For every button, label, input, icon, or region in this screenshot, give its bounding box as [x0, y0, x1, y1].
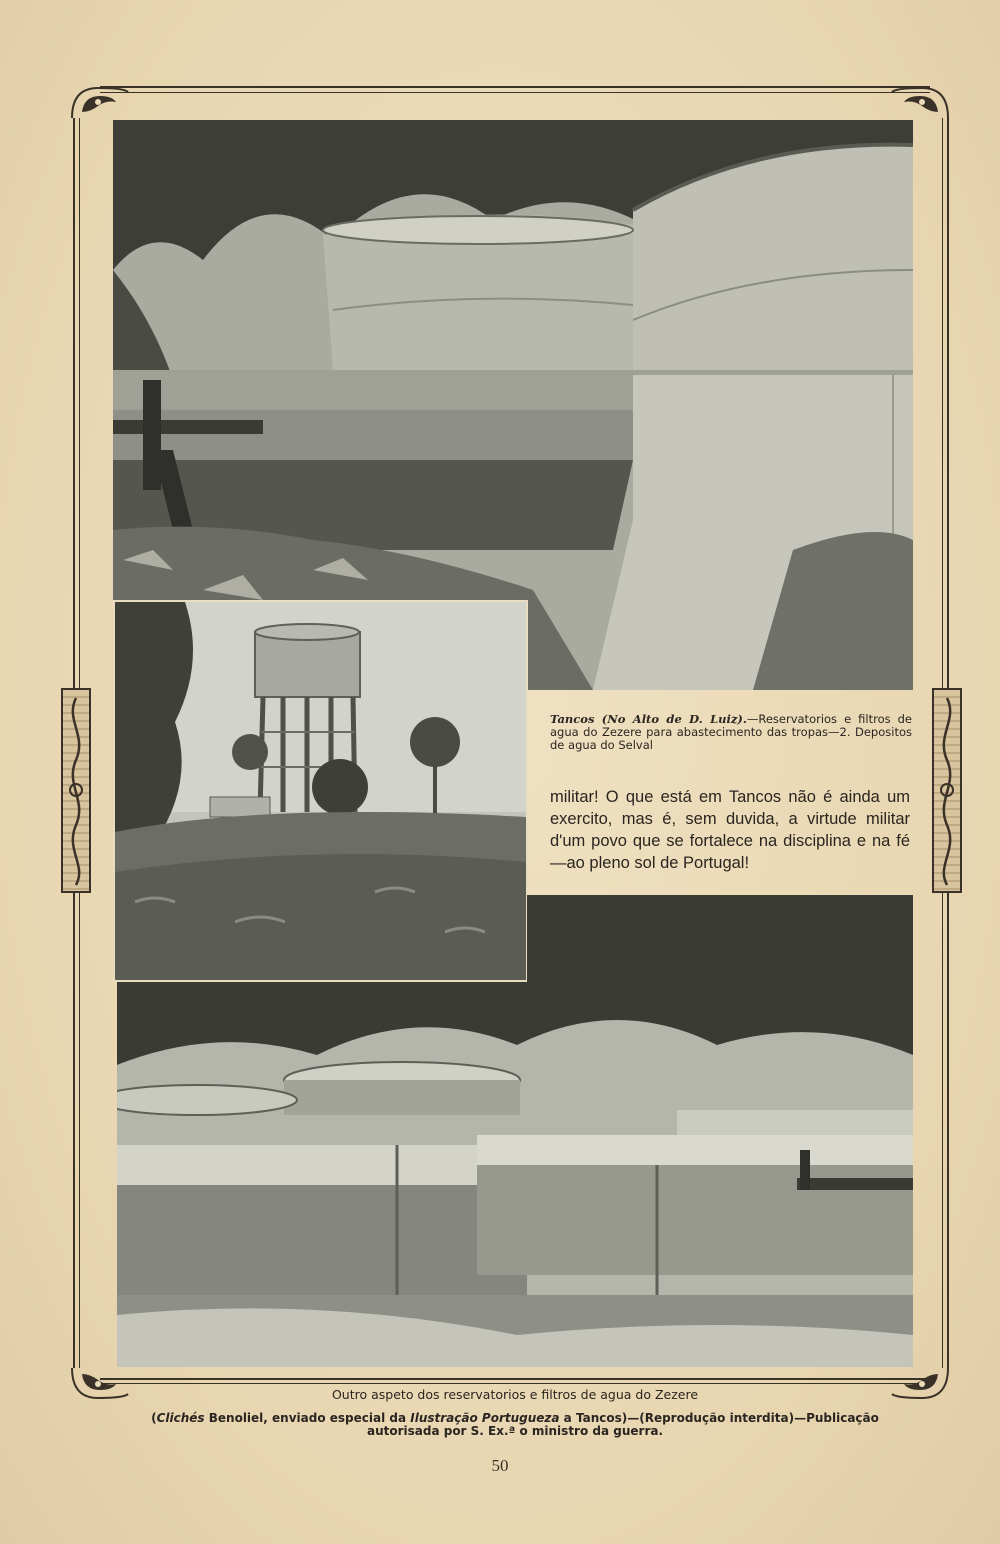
photo-credits: [120, 1412, 910, 1438]
frame-top-line: [100, 86, 930, 88]
photo-water-tower: [113, 600, 528, 982]
side-ornament-left: [61, 688, 91, 893]
corner-ornament-top-left: [68, 82, 132, 122]
credits-part1: (: [151, 1411, 157, 1425]
frame-top-line-inner: [100, 92, 930, 93]
credits-part2: Benoliel, enviado especial da: [204, 1411, 411, 1425]
caption-lead: Tancos (No Alto de D. Luiz).: [550, 712, 747, 726]
frame-bottom-line-inner: [100, 1383, 930, 1384]
page-number: 50: [491, 1456, 509, 1475]
corner-ornament-top-right: [888, 82, 952, 122]
credits-magazine: Ilustração Portugueza: [410, 1411, 560, 1425]
credits-cliches: Clichés: [156, 1411, 205, 1425]
caption-photos-1-2: [550, 713, 912, 752]
credits-part3: a Tancos)—(Reprodução interdita)—Publicação autorisada por S. Ex.ª o ministro da guerra.: [366, 1411, 879, 1438]
side-ornament-right: [932, 688, 962, 893]
body-paragraph: militar! O que está em Tancos não é ainda um exercito, mas é, sem duvida, a virtude militar d'um povo que se fortalece na disciplina e na fé—ao pleno sol de Portugal!: [550, 788, 910, 872]
caption-photo-3: Outro aspeto dos reservatorios e filtros de agua do Zezere: [331, 1387, 699, 1402]
frame-bottom-line: [100, 1378, 930, 1380]
caption-rest: —Reservatorios e filtros de agua do Zezere para abastecimento das tropas—2. Depositos de agua do Selval: [550, 712, 913, 752]
